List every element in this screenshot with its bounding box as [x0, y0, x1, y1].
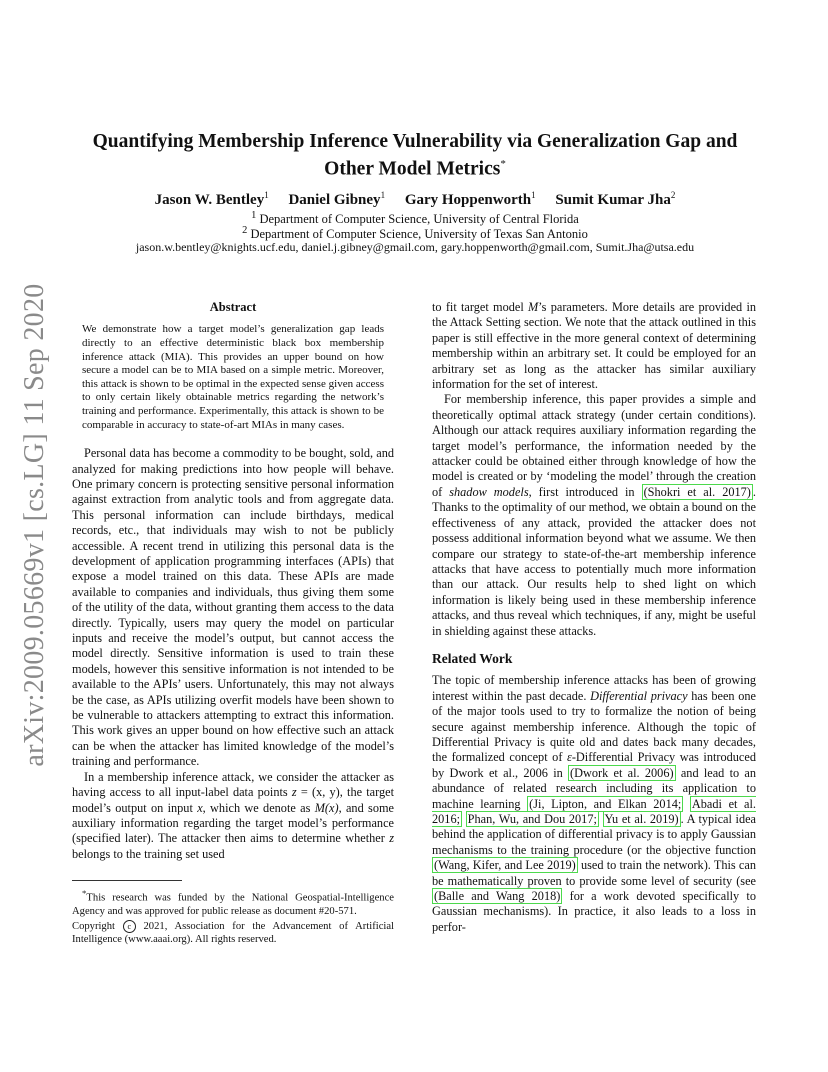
title-footnote-mark: * — [500, 158, 506, 170]
copyright-icon: c — [123, 920, 136, 933]
footnote-text: *This research was funded by the National Geospatial-Intelligence Agency and was approved for public release as document #20-571. — [72, 888, 394, 917]
citation-link[interactable]: (Balle and Wang 2018) — [434, 889, 561, 904]
left-column — [72, 300, 394, 862]
author-list — [70, 190, 760, 209]
arxiv-stamp — [18, 283, 52, 767]
intro-paragraph-3: to fit target model M’s parameters. More details are provided in the Attack Setting section. We note that the attack outlined in this paper is still effective in the more general context of determining membership within an arbitrary set. It could be employed for an arbitrary set as long as the attacker has similar auxiliary information for the set of interest. — [432, 300, 757, 392]
author: Sumit Kumar Jha$^2$ — [555, 190, 676, 208]
footnote-rule — [72, 880, 182, 881]
citation-link[interactable]: (Wang, Kifer, and Lee 2019) — [434, 858, 576, 873]
affiliation-2: $^2$ Department of Computer Science, University of Texas San Antonio — [242, 225, 588, 242]
citation-link[interactable]: (Dwork et al. 2006) — [570, 765, 674, 780]
abstract-heading: Abstract — [209, 300, 257, 314]
copyright-notice: Copyright c 2021, Association for the Advancement of Artificial Intelligence (www.aaai.org). All rights reserved. — [72, 920, 394, 945]
citation-link[interactable]: (Ji, Lipton, and Elkan 2014; — [529, 796, 682, 811]
related-work-paragraph: The topic of membership inference attacks has been of growing interest within the past decade. Differential privacy has been one of the major tools used to try to formalize the notion of being secure against membership inference. Although the topic of Differential Privacy is quite old and dates back many decades, the formalized concept of ε-Differential Privacy was introduced by Dwork et al., 2006 in (Dwork et al. 2006) and lead to an abundance of related research including its application to machine learning (Ji, Lipton, and Elkan 2014; Abadi et al. 2016; Phan, Wu, and Dou 2017; Yu et al. 2019) . A typical idea behind the application of differential privacy is to apply Gaussian mechanisms to the training procedure (or the objective function (Wang, Kifer, and Lee 2019) used to train the network). This can be mathematically proven to provide some level of security (see (Balle and Wang 2018) for a work devoted specifically to Gaussian mechanisms). In practice, it also leads to a loss in perfor- — [432, 673, 757, 934]
footnote — [72, 880, 394, 946]
author-emails: jason.w.bentley@knights.ucf.edu, daniel.j.gibney@gmail.com, gary.hoppenworth@gmail.com, Sumit.Jha@utsa.edu — [135, 240, 695, 254]
author: Daniel Gibney$^1$ — [288, 190, 386, 208]
author: Jason W. Bentley$^1$ — [154, 190, 269, 208]
intro-paragraph-2: In a membership inference attack, we consider the attacker as having access to all input-label data points z = (x, y), the target model’s output on input x, which we denote as M(x), and some auxiliary information regarding the target model’s performance (specified later). The attacker then aims to determine whether z belongs to the training set used — [72, 769, 395, 861]
citation-link[interactable]: Phan, Wu, and Dou 2017; — [467, 812, 597, 826]
right-column — [432, 300, 756, 935]
arxiv-stamp-text: arXiv:2009.05669v1 [cs.LG] 11 Sep 2020 — [19, 283, 50, 767]
title-line-2: Other Model Metrics — [324, 158, 501, 180]
citation-link[interactable]: Abadi et al. 2016; — [432, 796, 756, 826]
related-work-heading: Related Work — [432, 650, 513, 666]
citation-link[interactable]: (Shokri et al. 2017) — [643, 484, 751, 499]
author: Gary Hoppenworth$^1$ — [404, 190, 536, 208]
intro-paragraph-4: For membership inference, this paper provides a simple and theoretically optimal attack strategy (under certain conditions). Although our attack requires auxiliary information regarding the target model’s performance, the information needed by the attacker could be obtained either through knowledge of how the model is created or by ‘modeling the model’ through the creation of shadow models, first introduced in (Shokri et al. 2017) . Thanks to the optimality of our method, we obtain a bound on the effectiveness of any attack, provided the attacker does not possess additional information beyond what we assume. We then compare our strategy to state-of-the-art membership inference attacks that have access to potentially much more information than our attack. Our results help to shed light on which information is likely being used in these membership inference attacks, and thus reveal which techniques, if any, might be useful in shielding against these attacks. — [432, 392, 756, 638]
abstract-text: We demonstrate how a target model’s generalization gap leads directly to an effective deterministic black box membership inference attack (MIA). This provides an upper bound on how secure a model can be to MIA based on a simple metric. Moreover, this attack is shown to be optimal in the expected sense given access to only certain likely obtainable metrics regarding the network’s training and performance. Experimentally, this attack is shown to be comparable in accuracy to state-of-art MIAs in many cases. — [82, 323, 384, 431]
citation-link[interactable]: Yu et al. 2019) — [604, 812, 679, 826]
affiliation-1: $^1$ Department of Computer Science, University of Central Florida — [251, 210, 579, 227]
paper-title — [70, 130, 760, 181]
title-line-1: Quantifying Membership Inference Vulnerability via Generalization Gap and — [92, 131, 738, 152]
intro-paragraph-1: Personal data has become a commodity to be bought, sold, and analyzed for making predictions into how people will behave. One primary concern is protecting sensitive personal information against extraction from analytic tools and from aggregate data. This personal information can include birthdays, medical records, etc., that individuals may wish to not be publicly accessible. A recent trend in utilizing this personal data is the development of application programming interfaces (APIs) that expose a model trained on this data. These APIs are made available to companies and individuals, thus giving them some of the utility of the data, without granting them access to the data directly. Typically, users may query the model on particular inputs and receive the model’s output, but cannot access the model directly. Sensitive information is used to train these models, however this sensitive information is not intended to be available to the APIs’ users. Unfortunately, this may not always be the case, as APIs utilizing overfit models have been shown to be vulnerable to attackers attempting to extract this information. This work gives an upper bound on how effective such an attack can be when the attacker has limited knowledge of the model’s training and performance. — [72, 446, 394, 769]
